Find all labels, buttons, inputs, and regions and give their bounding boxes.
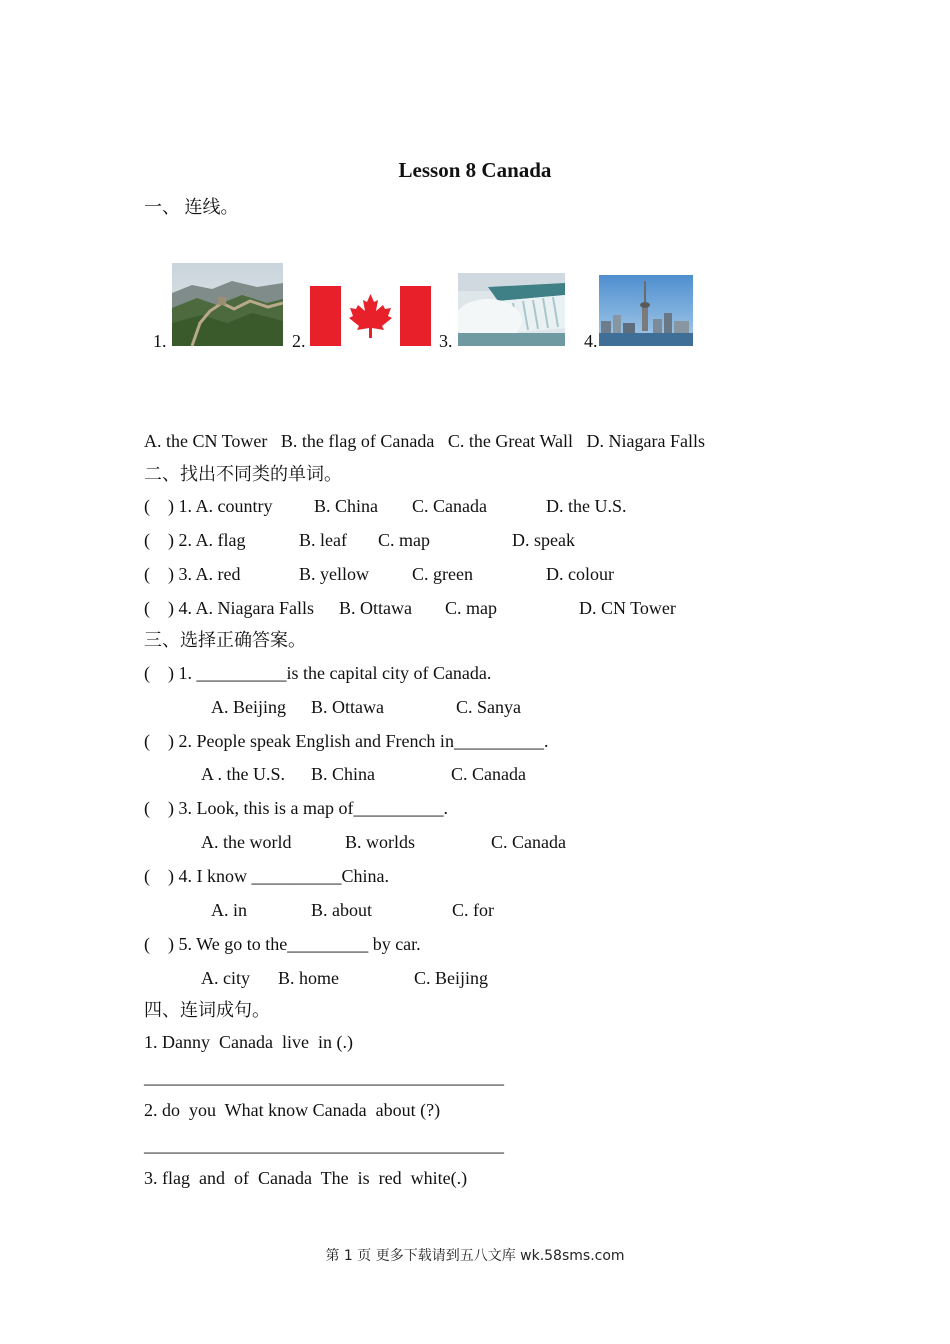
sentence-prompt-2: 2. do you What know Canada about (?) [144, 1100, 441, 1120]
canada-flag-image [310, 286, 431, 346]
matching-options: A. the CN Tower B. the flag of Canada C. the Great Wall D. Niagara Falls [144, 431, 705, 451]
section-heading-odd-one-out: 二、找出不同类的单词。 [144, 464, 342, 484]
section-heading-matching: 一、 连线。 [144, 197, 239, 217]
section-heading-choice: 三、选择正确答案。 [144, 630, 306, 650]
great-wall-image [172, 263, 283, 346]
page-footer: 第 1 页 更多下载请到五八文库 wk.58sms.com [325, 1248, 625, 1264]
answer-blank-2[interactable]: ________________________________________ [144, 1135, 504, 1155]
cn-tower-image [599, 275, 693, 346]
picture-number-2: 2. [292, 331, 306, 351]
sentence-prompt-1: 1. Danny Canada live in (.) [144, 1032, 353, 1052]
picture-number-3: 3. [439, 331, 453, 351]
answer-blank-1[interactable]: ________________________________________ [144, 1067, 504, 1087]
sentence-prompt-3: 3. flag and of Canada The is red white(.) [144, 1168, 468, 1188]
niagara-falls-image [458, 273, 565, 346]
section-heading-sentences: 四、连词成句。 [144, 1000, 270, 1020]
page-title: Lesson 8 Canada [398, 158, 552, 182]
picture-number-1: 1. [153, 331, 167, 351]
picture-number-4: 4. [584, 331, 598, 351]
